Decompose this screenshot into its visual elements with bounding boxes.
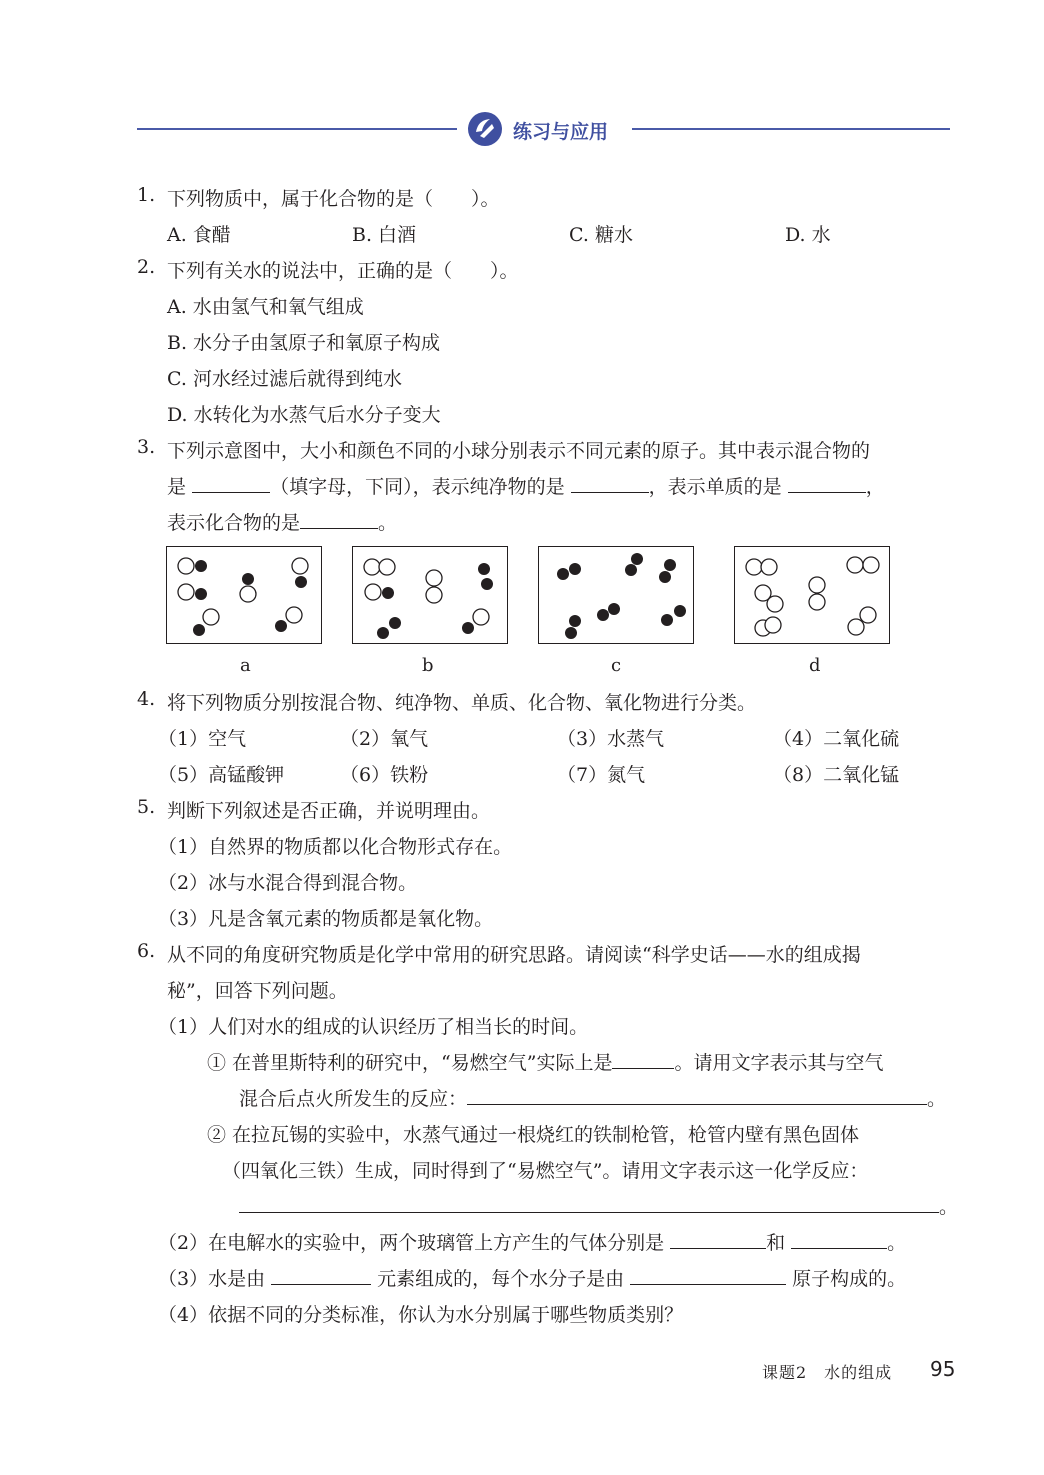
q6-blank-gas-1[interactable] — [670, 1230, 766, 1249]
q3-line2-b: （填字母，下同），表示纯净物的是 — [270, 476, 565, 498]
q3-blank-pure[interactable] — [571, 474, 649, 493]
q2-option-d: D. 水转化为水蒸气后水分子变大 — [167, 404, 441, 426]
q6-sub1a-text1: ① 在普里斯特利的研究中，“易燃空气”实际上是 — [207, 1052, 613, 1074]
footer-chapter: 课题2 水的组成 — [762, 1363, 893, 1382]
q6-sub1: （1）人们对水的组成的认识经历了相当长的时间。 — [158, 1016, 589, 1038]
diagram-d-caption: d — [809, 655, 821, 676]
q1-number: 1. — [137, 184, 156, 206]
q3-line3-a: 表示化合物的是 — [167, 512, 301, 534]
q4-item-3: （3）水蒸气 — [557, 728, 665, 750]
q3-blank-mixture[interactable] — [192, 474, 270, 493]
q4-item-4: （4）二氧化硫 — [773, 728, 900, 750]
q4-number: 4. — [137, 688, 156, 710]
diagram-b — [352, 546, 508, 644]
q6-sub1b-line1: ② 在拉瓦锡的实验中，水蒸气通过一根烧红的铁制枪管，枪管内壁有黑色固体 — [207, 1124, 860, 1146]
q4-item-5: （5）高锰酸钾 — [158, 764, 285, 786]
q4-item-7: （7）氮气 — [557, 764, 646, 786]
q3-blank-compound[interactable] — [300, 510, 378, 529]
q2-text: 下列有关水的说法中，正确的是（ ）。 — [167, 260, 519, 282]
q6-sub1b-end: 。 — [939, 1196, 959, 1218]
q6-sub2-text3: 。 — [887, 1232, 907, 1254]
diagram-b-caption: b — [422, 655, 434, 676]
q3-line2-d: ， — [865, 476, 885, 498]
q2-option-b: B. 水分子由氢原子和氧原子构成 — [167, 332, 441, 354]
q4-item-8: （8）二氧化锰 — [773, 764, 900, 786]
q1-text: 下列物质中，属于化合物的是（ ）。 — [167, 188, 500, 210]
diagram-c-molecules — [539, 547, 695, 645]
q5-text: 判断下列叙述是否正确，并说明理由。 — [167, 800, 491, 822]
q3-line2 — [167, 472, 885, 499]
q6-sub1a-line2 — [239, 1084, 946, 1111]
q5-item-1: （1）自然界的物质都以化合物形式存在。 — [158, 836, 513, 858]
q5-number: 5. — [137, 796, 156, 818]
q6-line2: 秘”，回答下列问题。 — [167, 980, 348, 1002]
q4-item-1: （1）空气 — [158, 728, 247, 750]
q6-sub1a-text2: 。请用文字表示其与空气 — [674, 1052, 884, 1074]
q6-blank-flammable-air[interactable] — [612, 1050, 674, 1069]
q6-sub2-text2: 和 — [766, 1232, 786, 1254]
diagram-b-molecules — [353, 547, 509, 645]
header-rule-right — [632, 128, 950, 130]
q3-line1: 下列示意图中，大小和颜色不同的小球分别表示不同元素的原子。其中表示混合物的 — [167, 440, 871, 462]
q3-line2-a: 是 — [167, 476, 187, 498]
q1-option-a: A. 食醋 — [167, 224, 231, 246]
diagram-d — [734, 546, 890, 644]
q6-sub1b-line2: （四氧化三铁）生成，同时得到了“易燃空气”。请用文字表示这一化学反应： — [222, 1160, 869, 1182]
q6-sub1a-line1 — [207, 1048, 883, 1075]
q4-text: 将下列物质分别按混合物、纯净物、单质、化合物、氧化物进行分类。 — [167, 692, 757, 714]
q3-blank-element[interactable] — [788, 474, 866, 493]
q2-number: 2. — [137, 256, 156, 278]
diagram-d-molecules — [735, 547, 891, 645]
q6-sub3 — [158, 1264, 906, 1291]
q6-sub3-text1: （3）水是由 — [158, 1268, 266, 1290]
q2-option-c: C. 河水经过滤后就得到纯水 — [167, 368, 402, 390]
q6-sub4: （4）依据不同的分类标准，你认为水分别属于哪些物质类别？ — [158, 1304, 684, 1326]
q6-sub2-text1: （2）在电解水的实验中，两个玻璃管上方产生的气体分别是 — [158, 1232, 665, 1254]
q3-line3-b: 。 — [378, 512, 398, 534]
section-logo-icon — [466, 110, 504, 148]
q6-blank-gas-2[interactable] — [791, 1230, 887, 1249]
q6-sub2 — [158, 1228, 906, 1255]
q6-sub1a-text3: 混合后点火所发生的反应： — [239, 1088, 468, 1110]
q6-blank-iron-steam-reaction[interactable] — [239, 1194, 939, 1213]
diagram-c — [538, 546, 694, 644]
q6-number: 6. — [137, 940, 156, 962]
page-number: 95 — [930, 1357, 956, 1381]
q4-item-6: （6）铁粉 — [340, 764, 429, 786]
q3-number: 3. — [137, 436, 156, 458]
q2-option-a: A. 水由氢气和氧气组成 — [167, 296, 364, 318]
q4-item-2: （2）氧气 — [340, 728, 429, 750]
q5-item-3: （3）凡是含氧元素的物质都是氧化物。 — [158, 908, 494, 930]
q6-sub1a-end: 。 — [927, 1088, 947, 1110]
section-title: 练习与应用 — [513, 121, 609, 143]
header-rule-left — [137, 128, 457, 130]
diagram-c-caption: c — [611, 655, 622, 676]
diagram-a-caption: a — [240, 655, 251, 676]
q6-sub1b-line3 — [239, 1192, 958, 1219]
q1-option-b: B. 白酒 — [352, 224, 417, 246]
q3-line2-c: ，表示单质的是 — [648, 476, 782, 498]
diagram-a — [166, 546, 322, 644]
q1-option-d: D. 水 — [785, 224, 831, 246]
q1-option-c: C. 糖水 — [569, 224, 633, 246]
q6-blank-combustion-reaction[interactable] — [467, 1086, 927, 1105]
q3-line3 — [167, 508, 397, 535]
q6-blank-elements[interactable] — [271, 1266, 371, 1285]
diagram-a-molecules — [167, 547, 323, 645]
q6-blank-atoms[interactable] — [630, 1266, 786, 1285]
q6-line1: 从不同的角度研究物质是化学中常用的研究思路。请阅读“科学史话——水的组成揭 — [167, 944, 861, 966]
q6-sub3-text2: 元素组成的，每个水分子是由 — [377, 1268, 625, 1290]
q6-sub3-text3: 原子构成的。 — [792, 1268, 907, 1290]
q5-item-2: （2）冰与水混合得到混合物。 — [158, 872, 418, 894]
